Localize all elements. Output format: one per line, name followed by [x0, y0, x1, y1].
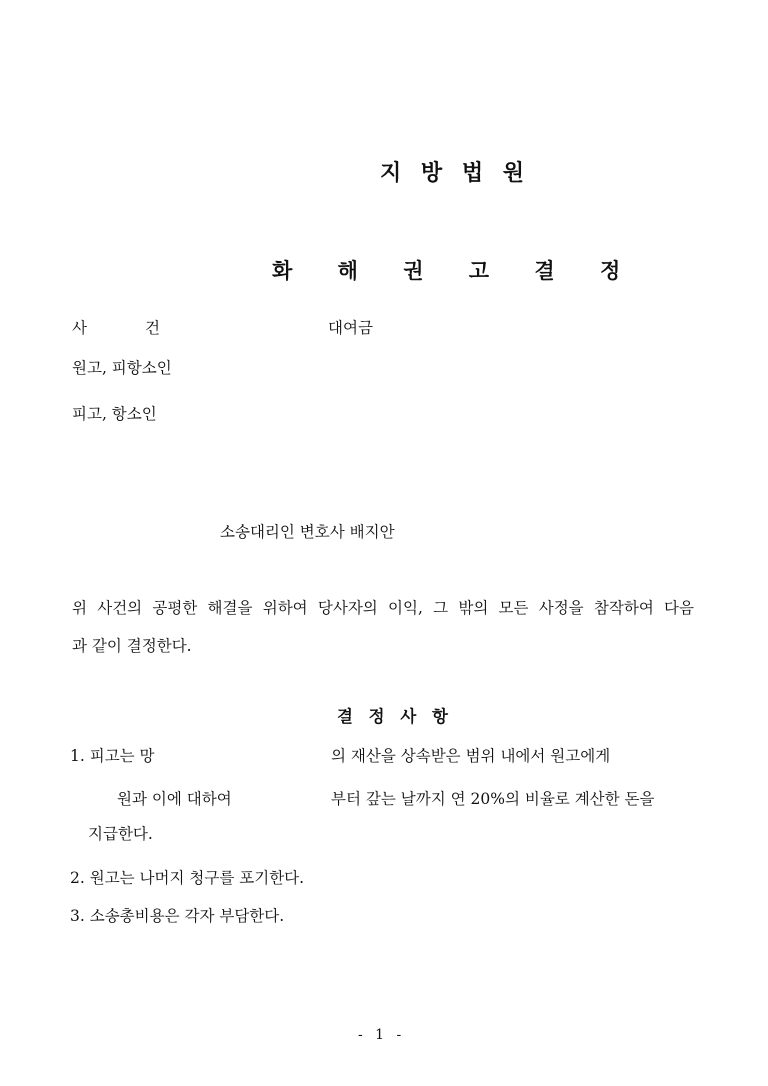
body-line-2: 과 같이 결정한다.	[72, 637, 192, 655]
plaintiff-label: 원고, 피항소인	[72, 359, 172, 377]
court-name: 지 방 법 원	[380, 161, 530, 186]
item-1-line-3: 지급한다.	[88, 825, 153, 843]
item-1-line-1-right: 의 재산을 상속받은 범위 내에서 원고에게	[331, 747, 611, 765]
case-value: 대여금	[328, 319, 373, 337]
item-3: 3. 소송총비용은 각자 부담한다.	[70, 907, 285, 925]
section-title: 결 정 사 항	[337, 707, 453, 726]
representative: 소송대리인 변호사 배지안	[220, 523, 395, 541]
case-label-sa: 사	[72, 319, 87, 337]
item-1-line-2-left: 원과 이에 대하여	[117, 790, 232, 808]
item-1-line-1-left: 1. 피고는 망	[70, 747, 155, 765]
defendant-label: 피고, 항소인	[72, 405, 157, 423]
case-label-geon: 건	[145, 319, 160, 337]
page-number: - 1 -	[358, 1027, 406, 1043]
document-title: 화 해 권 고 결 정	[272, 259, 640, 283]
body-line-1: 위 사건의 공평한 해결을 위하여 당사자의 이익, 그 밖의 모든 사정을 참작하여 다음	[72, 599, 694, 617]
item-1-line-2-right: 부터 갚는 날까지 연 20%의 비율로 계산한 돈을	[331, 790, 655, 808]
item-2: 2. 원고는 나머지 청구를 포기한다.	[70, 869, 305, 887]
